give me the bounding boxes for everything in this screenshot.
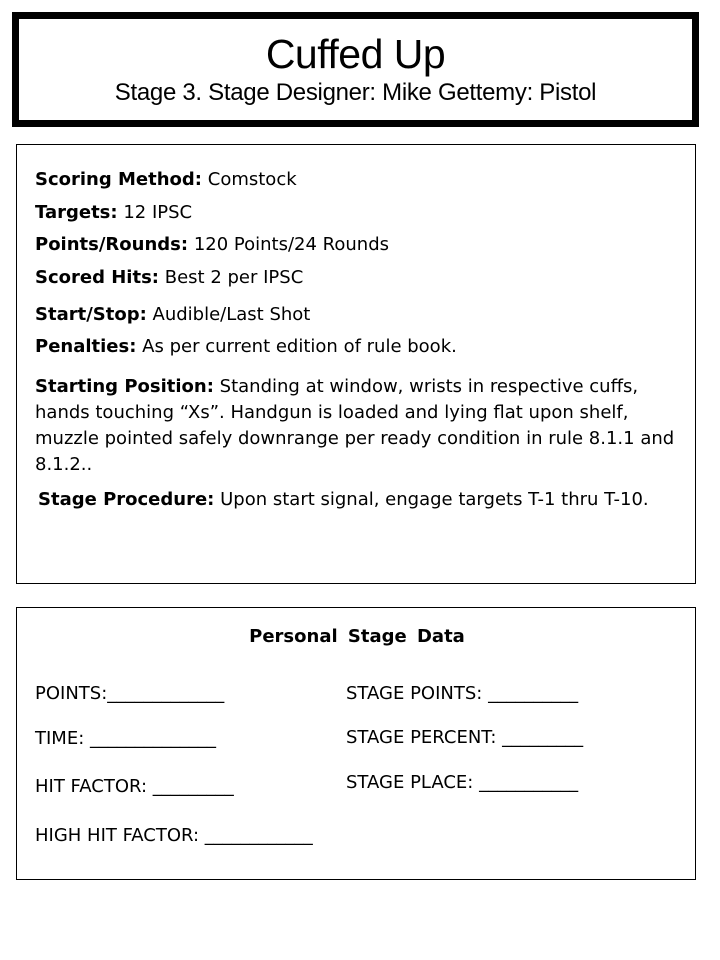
points-rounds-label: Points/Rounds: (35, 234, 189, 255)
scoring-method-row (35, 167, 297, 193)
scoring-method-value: Comstock (207, 169, 297, 190)
time-field[interactable]: TIME: ______________ (35, 728, 216, 749)
penalties-row (35, 334, 457, 360)
high-hit-factor-field[interactable]: HIGH HIT FACTOR: ____________ (35, 825, 313, 846)
stage-procedure-value: Upon start signal, engage targets T-1 thru T-10. (220, 489, 649, 510)
points-rounds-value: 120 Points/24 Rounds (193, 234, 389, 255)
stage-percent-field[interactable]: STAGE PERCENT: _________ (346, 727, 584, 748)
personal-stage-data-title: Personal Stage Data (249, 626, 465, 647)
points-field[interactable]: POINTS:_____________ (35, 683, 225, 704)
stage-info-panel (16, 144, 696, 584)
scored-hits-label: Scored Hits: (35, 267, 159, 288)
stage-subtitle: Stage 3. Stage Designer: Mike Gettemy: Pistol (114, 79, 597, 106)
start-stop-value: Audible/Last Shot (152, 304, 311, 325)
penalties-value: As per current edition of rule book. (142, 336, 457, 357)
points-rounds-row (35, 232, 389, 258)
stage-place-field[interactable]: STAGE PLACE: ___________ (346, 772, 579, 793)
start-stop-row (35, 302, 310, 328)
hit-factor-field[interactable]: HIT FACTOR: _________ (35, 776, 234, 797)
starting-position-label: Starting Position: (35, 376, 214, 397)
targets-row (35, 200, 192, 226)
stage-procedure-label: Stage Procedure: (38, 489, 215, 510)
stage-title: Cuffed Up (265, 31, 446, 77)
penalties-label: Penalties: (35, 336, 137, 357)
title-banner (12, 12, 699, 127)
targets-label: Targets: (35, 202, 118, 223)
scored-hits-row (35, 265, 303, 291)
targets-value: 12 IPSC (123, 202, 193, 223)
scored-hits-value: Best 2 per IPSC (164, 267, 304, 288)
starting-position-value: Standing at window, wrists in respective cuffs, hands touching “Xs”. Handgun is loaded and lying flat upon shelf, muzzle pointed safely downrange per ready condition in rule 8.1.1 and 8.1.2.. (35, 376, 675, 475)
stage-procedure-row (38, 487, 668, 513)
stage-points-field[interactable]: STAGE POINTS: __________ (346, 683, 579, 704)
starting-position-row (35, 374, 675, 478)
scoring-method-label: Scoring Method: (35, 169, 203, 190)
start-stop-label: Start/Stop: (35, 304, 147, 325)
personal-stage-data-panel (16, 607, 696, 880)
